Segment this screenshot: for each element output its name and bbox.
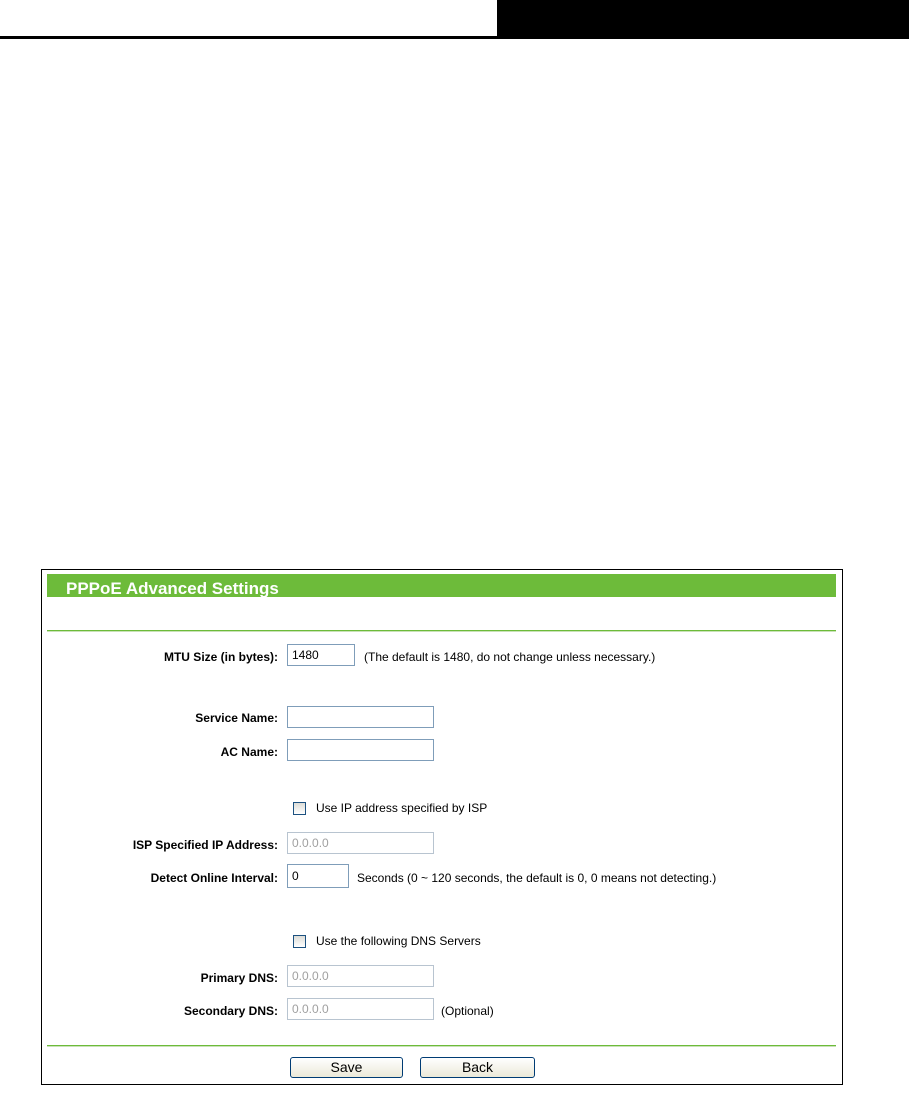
pppoe-advanced-settings-panel bbox=[41, 569, 843, 1085]
panel-header bbox=[47, 574, 836, 597]
use-dns-checkbox[interactable] bbox=[293, 935, 306, 948]
divider-top bbox=[47, 630, 836, 632]
page-top-rule bbox=[0, 36, 500, 39]
detect-interval-note: Seconds (0 ~ 120 seconds, the default is 0, 0 means not detecting.) bbox=[357, 871, 717, 885]
use-isp-ip-label: Use IP address specified by ISP bbox=[316, 801, 488, 815]
service-name-input[interactable] bbox=[287, 706, 434, 728]
isp-ip-label: ISP Specified IP Address: bbox=[132, 838, 278, 852]
detect-interval-input[interactable] bbox=[287, 864, 349, 888]
divider-bottom bbox=[47, 1045, 836, 1047]
isp-ip-input[interactable] bbox=[287, 832, 434, 854]
mtu-note: (The default is 1480, do not change unless necessary.) bbox=[364, 650, 656, 664]
detect-interval-label: Detect Online Interval: bbox=[150, 871, 278, 885]
mtu-label: MTU Size (in bytes): bbox=[163, 650, 278, 664]
mtu-input[interactable] bbox=[287, 644, 355, 666]
save-button[interactable]: Save bbox=[290, 1057, 403, 1078]
secondary-dns-input[interactable] bbox=[287, 998, 434, 1020]
use-isp-ip-checkbox[interactable] bbox=[293, 802, 306, 815]
ac-name-input[interactable] bbox=[287, 739, 434, 761]
secondary-dns-note: (Optional) bbox=[441, 1004, 494, 1018]
secondary-dns-label: Secondary DNS: bbox=[183, 1004, 278, 1018]
use-dns-label: Use the following DNS Servers bbox=[316, 934, 481, 948]
page-top-block bbox=[497, 0, 909, 39]
primary-dns-input[interactable] bbox=[287, 965, 434, 987]
back-button[interactable]: Back bbox=[420, 1057, 535, 1078]
primary-dns-label: Primary DNS: bbox=[200, 971, 278, 985]
service-name-label: Service Name: bbox=[195, 711, 278, 725]
panel-title: PPPoE Advanced Settings bbox=[66, 579, 279, 598]
ac-name-label: AC Name: bbox=[220, 745, 278, 759]
